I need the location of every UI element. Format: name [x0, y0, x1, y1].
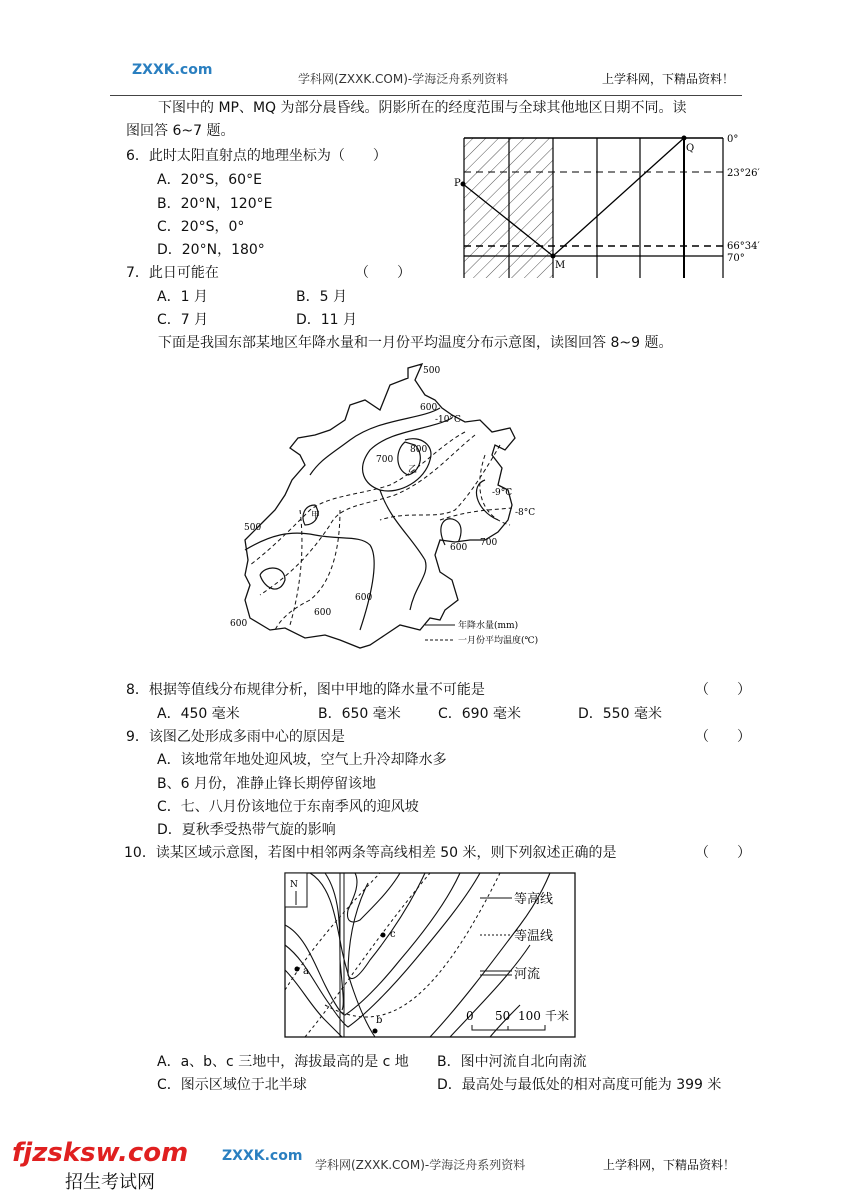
- precipitation-temperature-map: [230, 360, 560, 660]
- label-p: P: [454, 178, 461, 189]
- legend-temperature: 一月份平均温度(℃): [458, 636, 539, 646]
- q7-answer-paren: （ ）: [355, 265, 411, 281]
- map-label-600-bottom-left: 600: [230, 619, 248, 629]
- header-slogan: 上学科网，下精品资料！: [602, 72, 735, 86]
- point-b: b: [376, 1015, 383, 1026]
- q9-option-b: B、6 月份，准静止锋长期停留该地: [157, 776, 376, 792]
- q8-option-d: D．550 毫米: [578, 706, 662, 722]
- map-label-minus10c: -10°C: [435, 415, 461, 425]
- footer-title: 学科网(ZXXK.COM)-学海泛舟系列资料: [315, 1158, 526, 1172]
- point-a: a: [303, 966, 309, 977]
- q6-stem: 6．此时太阳直射点的地理坐标为（ ）: [126, 148, 387, 164]
- map-label-600-bottom: 600: [314, 608, 332, 618]
- watermark-logo: fjzsksw.com: [12, 1138, 189, 1168]
- map-label-600-top: 600: [420, 403, 438, 413]
- legend-river: 河流: [514, 967, 541, 982]
- q6-option-d: D．20°N，180°: [157, 242, 265, 258]
- scale-0: 0: [466, 1009, 474, 1023]
- q10-option-c: C．图示区域位于北半球: [157, 1077, 307, 1093]
- q9-option-d: D．夏秋季受热带气旋的影响: [157, 822, 336, 838]
- q6-option-c: C．20°S，0°: [157, 219, 245, 235]
- q7-option-b: B．5 月: [296, 289, 347, 305]
- legend-contour: 等高线: [514, 892, 554, 907]
- q10-answer-paren: （ ）: [695, 845, 751, 861]
- map-label-500-left: 500: [244, 523, 262, 533]
- map-label-800: 800: [410, 445, 428, 455]
- footer-zxxk-logo: ZXXK.com: [222, 1148, 303, 1164]
- q6-option-b: B．20°N，120°E: [157, 196, 273, 212]
- label-lat-23: 23°26′: [727, 168, 760, 179]
- intro-6-7-line2: 图回答 6~7 题。: [126, 123, 235, 139]
- scale-100: 100: [518, 1009, 541, 1023]
- q10-option-b: B．图中河流自北向南流: [437, 1054, 587, 1070]
- q8-answer-paren: （ ）: [695, 682, 751, 698]
- q7-option-c: C．7 月: [157, 312, 209, 328]
- q9-option-a: A．该地常年地处迎风坡，空气上升冷却降水多: [157, 752, 447, 768]
- q9-stem: 9．该图乙处形成多雨中心的原因是: [126, 729, 345, 745]
- map-label-yi: 乙: [408, 465, 418, 475]
- label-m: M: [555, 260, 566, 271]
- q7-option-d: D．11 月: [296, 312, 358, 328]
- map-label-600-center: 600: [355, 593, 373, 603]
- q7-stem: 7．此日可能在: [126, 265, 219, 281]
- map-label-minus8c: -8°C: [515, 508, 536, 518]
- zxxk-logo: ZXXK.com: [132, 62, 213, 78]
- q8-stem: 8．根据等值线分布规律分析，图中甲地的降水量不可能是: [126, 682, 485, 698]
- q10-option-d: D．最高处与最低处的相对高度可能为 399 米: [437, 1077, 722, 1093]
- north-label: N: [290, 880, 298, 890]
- point-c: c: [390, 929, 396, 940]
- map-label-jia: 甲: [311, 511, 321, 521]
- q6-option-a: A．20°S，60°E: [157, 172, 262, 188]
- label-lat-66: 66°34′: [727, 241, 760, 252]
- contour-map: [280, 865, 620, 1045]
- q8-option-a: A．450 毫米: [157, 706, 240, 722]
- header-title: 学科网(ZXXK.COM)-学海泛舟系列资料: [298, 72, 509, 86]
- q7-option-a: A．1 月: [157, 289, 208, 305]
- footer-slogan: 上学科网，下精品资料！: [603, 1158, 736, 1172]
- scale-50: 50: [495, 1009, 511, 1023]
- intro-6-7-line1: 下图中的 MP、MQ 为部分晨昏线。阴影所在的经度范围与全球其他地区日期不同。读: [158, 100, 687, 116]
- legend-isotherm: 等温线: [514, 929, 554, 944]
- map-label-700-right: 700: [480, 538, 498, 548]
- q8-option-b: B．650 毫米: [318, 706, 401, 722]
- q10-option-a: A．a、b、c 三地中，海拔最高的是 c 地: [157, 1054, 409, 1070]
- q9-answer-paren: （ ）: [695, 729, 751, 745]
- scale-bar: [472, 1025, 545, 1030]
- scale-unit: 千米: [545, 1009, 570, 1023]
- q10-stem: 10．读某区域示意图，若图中相邻两条等高线相差 50 米，则下列叙述正确的是: [124, 845, 617, 861]
- label-lat-70: 70°: [727, 253, 745, 264]
- q8-option-c: C．690 毫米: [438, 706, 521, 722]
- line-mq: [553, 138, 684, 256]
- map-label-500-top: 500: [423, 366, 441, 376]
- legend-precipitation: 年降水量(mm): [458, 621, 519, 631]
- label-q: Q: [686, 143, 695, 154]
- intro-8-9: 下面是我国东部某地区年降水量和一月份平均温度分布示意图，读图回答 8~9 题。: [158, 335, 673, 351]
- map-label-600-right: 600: [450, 543, 468, 553]
- map-label-minus9c: -9°C: [492, 488, 513, 498]
- label-lat-0: 0°: [727, 134, 739, 145]
- watermark-text: 招生考试网: [65, 1172, 155, 1193]
- map-label-700-center: 700: [376, 455, 394, 465]
- q9-option-c: C．七、八月份该地位于东南季风的迎风坡: [157, 799, 419, 815]
- region-outline: [245, 364, 515, 648]
